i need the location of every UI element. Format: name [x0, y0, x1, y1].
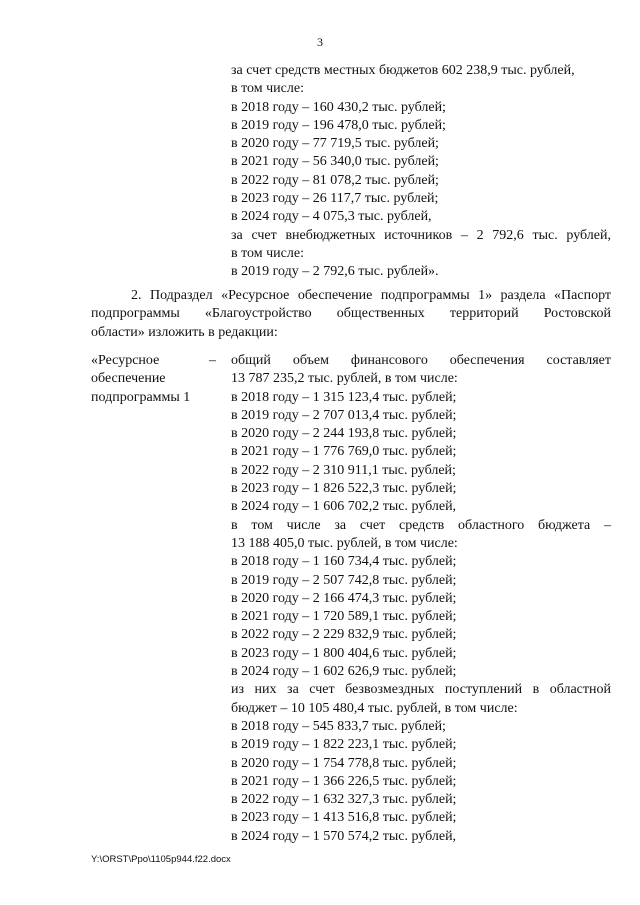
label-line: подпрограммы 1 — [91, 389, 191, 405]
text-line: в 2018 году – 1 160 734,4 тыс. рублей; — [231, 554, 457, 570]
text-line: в том числе: — [231, 245, 304, 261]
text-line: в 2022 году – 2 229 832,9 тыс. рублей; — [231, 627, 457, 643]
resource-label — [91, 352, 209, 407]
text-line: в 2023 году – 1 800 404,6 тыс. рублей; — [231, 645, 457, 661]
text-line: в 2024 году – 1 570 574,2 тыс. рублей, — [231, 828, 457, 844]
text-line: 13 188 405,0 тыс. рублей, в том числе: — [231, 535, 458, 551]
text-line: в 2022 году – 81 078,2 тыс. рублей; — [231, 172, 439, 188]
label-line: обеспечение — [91, 371, 166, 387]
text-line: 13 787 235,2 тыс. рублей, в том числе: — [231, 371, 458, 387]
label-dash: – — [209, 353, 216, 368]
text-line: бюджет – 10 105 480,4 тыс. рублей, в том числе: — [231, 700, 518, 716]
text-line: в том числе: — [231, 81, 304, 97]
local-budget-funding-block — [231, 62, 611, 282]
text-line: в 2019 году – 2 792,6 тыс. рублей». — [231, 264, 439, 280]
text-line: в том числе за счет средств областного бюджета – — [231, 517, 611, 533]
text-line: в 2022 году – 2 310 911,1 тыс. рублей; — [231, 462, 456, 478]
paragraph-line: области» изложить в редакции: — [91, 324, 278, 340]
text-line: в 2020 году – 77 719,5 тыс. рублей; — [231, 136, 439, 152]
paragraph-line: подпрограммы «Благоустройство общественных территорий Ростовской — [91, 306, 611, 322]
text-line: в 2023 году – 26 117,7 тыс. рублей; — [231, 191, 439, 207]
text-line: в 2021 году – 1 720 589,1 тыс. рублей; — [231, 609, 457, 625]
text-line: в 2021 году – 1 776 769,0 тыс. рублей; — [231, 444, 457, 460]
amendment-paragraph — [91, 287, 611, 342]
file-path-footer: Y:\ORST\Ppo\1105p944.f22.docx — [91, 854, 231, 865]
text-line: в 2021 году – 1 366 226,5 тыс. рублей; — [231, 773, 457, 789]
text-line: в 2024 году – 4 075,3 тыс. рублей, — [231, 209, 432, 225]
text-line: в 2024 году – 1 602 626,9 тыс. рублей; — [231, 664, 457, 680]
text-line: в 2019 году – 2 707 013,4 тыс. рублей; — [231, 407, 457, 423]
page-number: 3 — [317, 35, 323, 49]
resource-funding-block — [231, 352, 611, 846]
text-line: в 2018 году – 1 315 123,4 тыс. рублей; — [231, 389, 457, 405]
text-line: в 2020 году – 2 166 474,3 тыс. рублей; — [231, 590, 457, 606]
text-line: в 2024 году – 1 606 702,2 тыс. рублей, — [231, 499, 457, 515]
text-line: за счет средств местных бюджетов 602 238,9 тыс. рублей, — [231, 63, 575, 78]
text-line: из них за счет безвозмездных поступлений в областной — [231, 682, 611, 698]
label-line: «Ресурсное — [91, 353, 160, 368]
text-line: в 2019 году – 2 507 742,8 тыс. рублей; — [231, 572, 457, 588]
text-line: в 2018 году – 160 430,2 тыс. рублей; — [231, 99, 446, 115]
text-line: в 2019 году – 1 822 223,1 тыс. рублей; — [231, 737, 457, 753]
text-line: в 2021 году – 56 340,0 тыс. рублей; — [231, 154, 439, 170]
paragraph-line: 2. Подраздел «Ресурсное обеспечение подпрограммы 1» раздела «Паспорт — [131, 288, 611, 303]
text-line: за счет внебюджетных источников – 2 792,6 тыс. рублей, — [231, 227, 611, 243]
text-line: в 2020 году – 2 244 193,8 тыс. рублей; — [231, 426, 457, 442]
text-line: в 2019 году – 196 478,0 тыс. рублей; — [231, 117, 446, 133]
text-line: в 2023 году – 1 826 522,3 тыс. рублей; — [231, 481, 457, 497]
text-line: в 2022 году – 1 632 327,3 тыс. рублей; — [231, 792, 457, 808]
text-line: в 2023 году – 1 413 516,8 тыс. рублей; — [231, 810, 457, 826]
text-line: в 2020 году – 1 754 778,8 тыс. рублей; — [231, 755, 457, 771]
text-line: в 2018 году – 545 833,7 тыс. рублей; — [231, 718, 446, 734]
text-line: общий объем финансового обеспечения составляет — [231, 353, 611, 368]
